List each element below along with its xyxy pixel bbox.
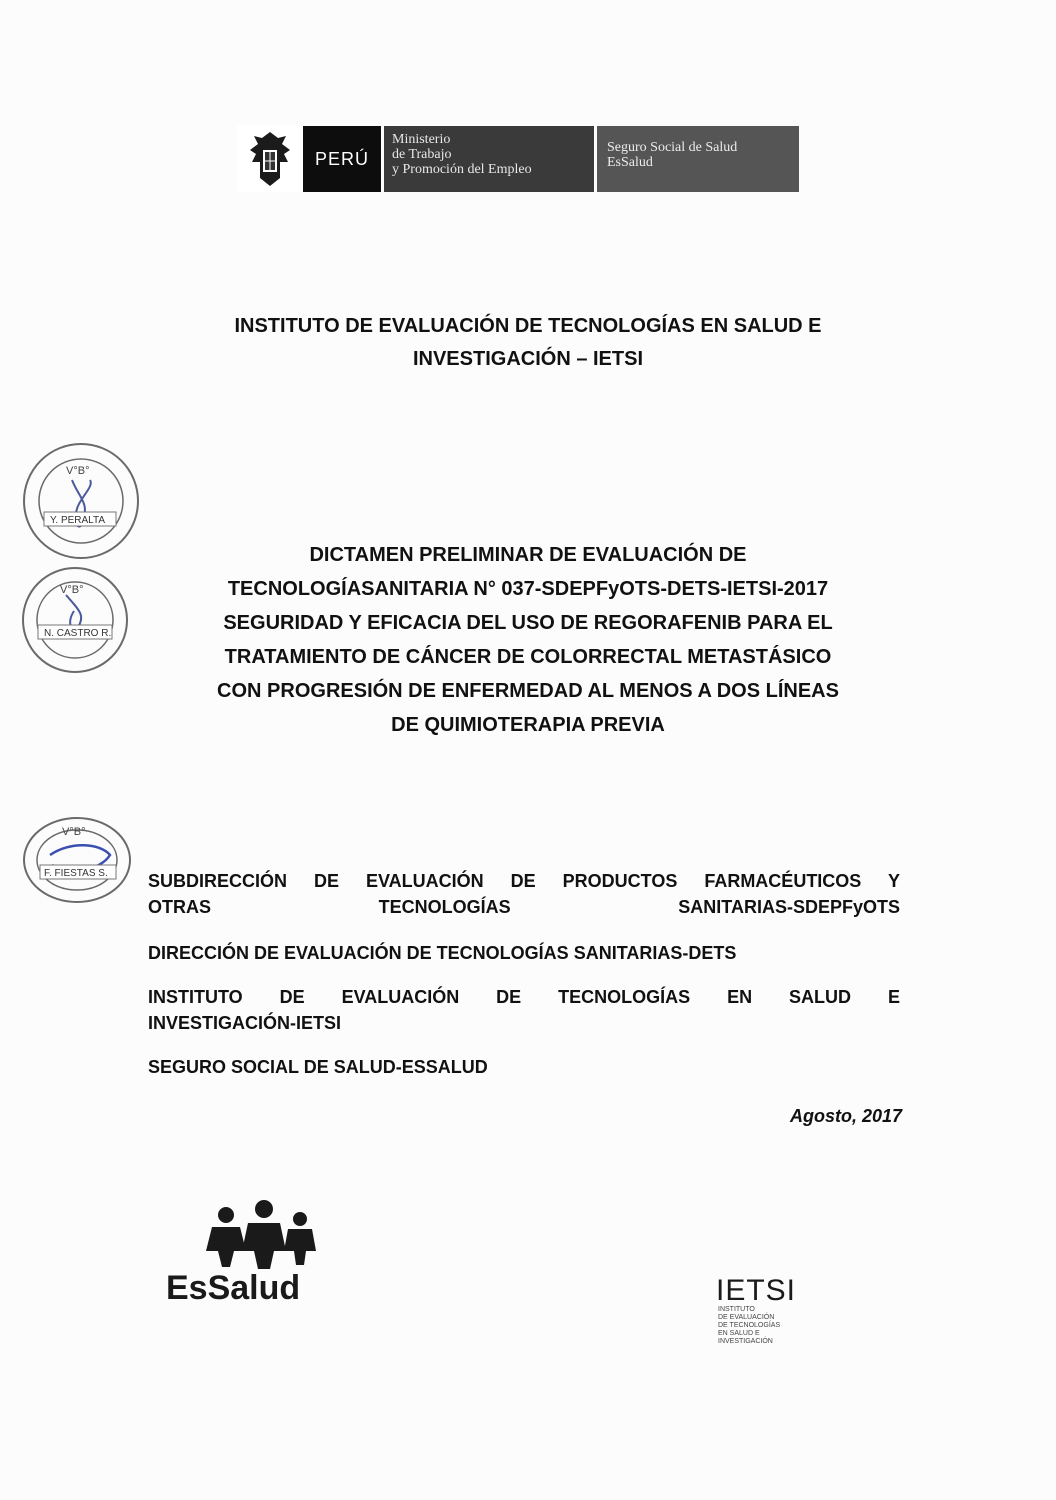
ministerio-line: de Trabajo	[392, 147, 452, 162]
peru-coat-of-arms-icon	[237, 126, 303, 192]
instituto-text	[148, 984, 900, 1036]
document-date: Agosto, 2017	[789, 1106, 902, 1126]
approval-stamp-2	[16, 565, 134, 675]
subdireccion-line: OTRAS TECNOLOGÍAS SANITARIAS-SDEPFyOTS	[148, 897, 900, 917]
ministerio-line: Ministerio	[392, 132, 451, 147]
direccion-text: DIRECCIÓN DE EVALUACIÓN DE TECNOLOGÍAS SANITARIAS-DETS	[148, 943, 737, 963]
subdireccion-line: SUBDIRECCIÓN DE EVALUACIÓN DE PRODUCTOS FARMACÉUTICOS Y	[148, 871, 900, 891]
essalud-logo	[166, 1195, 372, 1305]
institute-title-line: INVESTIGACIÓN – IETSI	[412, 348, 644, 370]
dictamen-title	[120, 538, 936, 742]
ministerio-line: y Promoción del Empleo	[392, 162, 532, 177]
essalud-logo-text: EsSalud	[166, 1269, 301, 1305]
dictamen-line: CON PROGRESIÓN DE ENFERMEDAD AL MENOS A DOS LÍNEAS	[217, 680, 839, 702]
dictamen-line: TRATAMIENTO DE CÁNCER DE COLORRECTAL METASTÁSICO	[224, 646, 832, 668]
stamp-name: N. CASTRO R.	[44, 628, 112, 639]
approval-stamp-1	[20, 440, 142, 562]
essalud-band-label	[597, 126, 799, 192]
institute-title-line: INSTITUTO DE EVALUACIÓN DE TECNOLOGÍAS EN SALUD E	[234, 315, 822, 337]
stamp-vb-label: V°B°	[62, 826, 86, 838]
ministerio-label	[384, 126, 594, 192]
instituto-line: INSTITUTO DE EVALUACIÓN DE TECNOLOGÍAS EN SALUD E	[148, 987, 900, 1007]
ietsi-logo-text: IETSI	[716, 1274, 797, 1307]
dictamen-line: SEGURIDAD Y EFICACIA DEL USO DE REGORAFENIB PARA EL	[223, 612, 833, 634]
essalud-band-line: EsSalud	[607, 155, 653, 170]
ietsi-subtitle-line: INSTITUTO	[718, 1306, 755, 1313]
ietsi-subtitle-line: EN SALUD E	[718, 1330, 760, 1337]
ietsi-logo-subtitle	[718, 1306, 780, 1346]
dictamen-line: DICTAMEN PRELIMINAR DE EVALUACIÓN DE	[309, 544, 747, 566]
dictamen-line: DE QUIMIOTERAPIA PREVIA	[391, 714, 665, 736]
stamp-name: F. FIESTAS S.	[44, 868, 108, 879]
family-figures-icon	[206, 1200, 316, 1269]
stamp-name: Y. PERALTA	[50, 515, 106, 526]
approval-stamp-3	[20, 815, 134, 905]
ietsi-subtitle-line: DE EVALUACIÓN	[718, 1314, 775, 1321]
seguro-text: SEGURO SOCIAL DE SALUD-ESSALUD	[148, 1057, 488, 1077]
dictamen-line: TECNOLOGÍASANITARIA N° 037-SDEPFyOTS-DETS-IETSI-2017	[227, 578, 829, 600]
ietsi-subtitle-line: INVESTIGACIÓN	[718, 1338, 773, 1345]
stamp-vb-label: V°B°	[66, 465, 90, 477]
stamp-vb-label: V°B°	[60, 584, 84, 596]
peru-label: PERÚ	[303, 126, 381, 192]
subdireccion-text	[148, 868, 900, 920]
institute-title	[120, 310, 936, 376]
government-banner	[237, 126, 799, 192]
ietsi-subtitle-line: DE TECNOLOGÍAS	[718, 1322, 781, 1329]
essalud-band-line: Seguro Social de Salud	[607, 140, 738, 155]
instituto-line: INVESTIGACIÓN-IETSI	[148, 1013, 342, 1033]
